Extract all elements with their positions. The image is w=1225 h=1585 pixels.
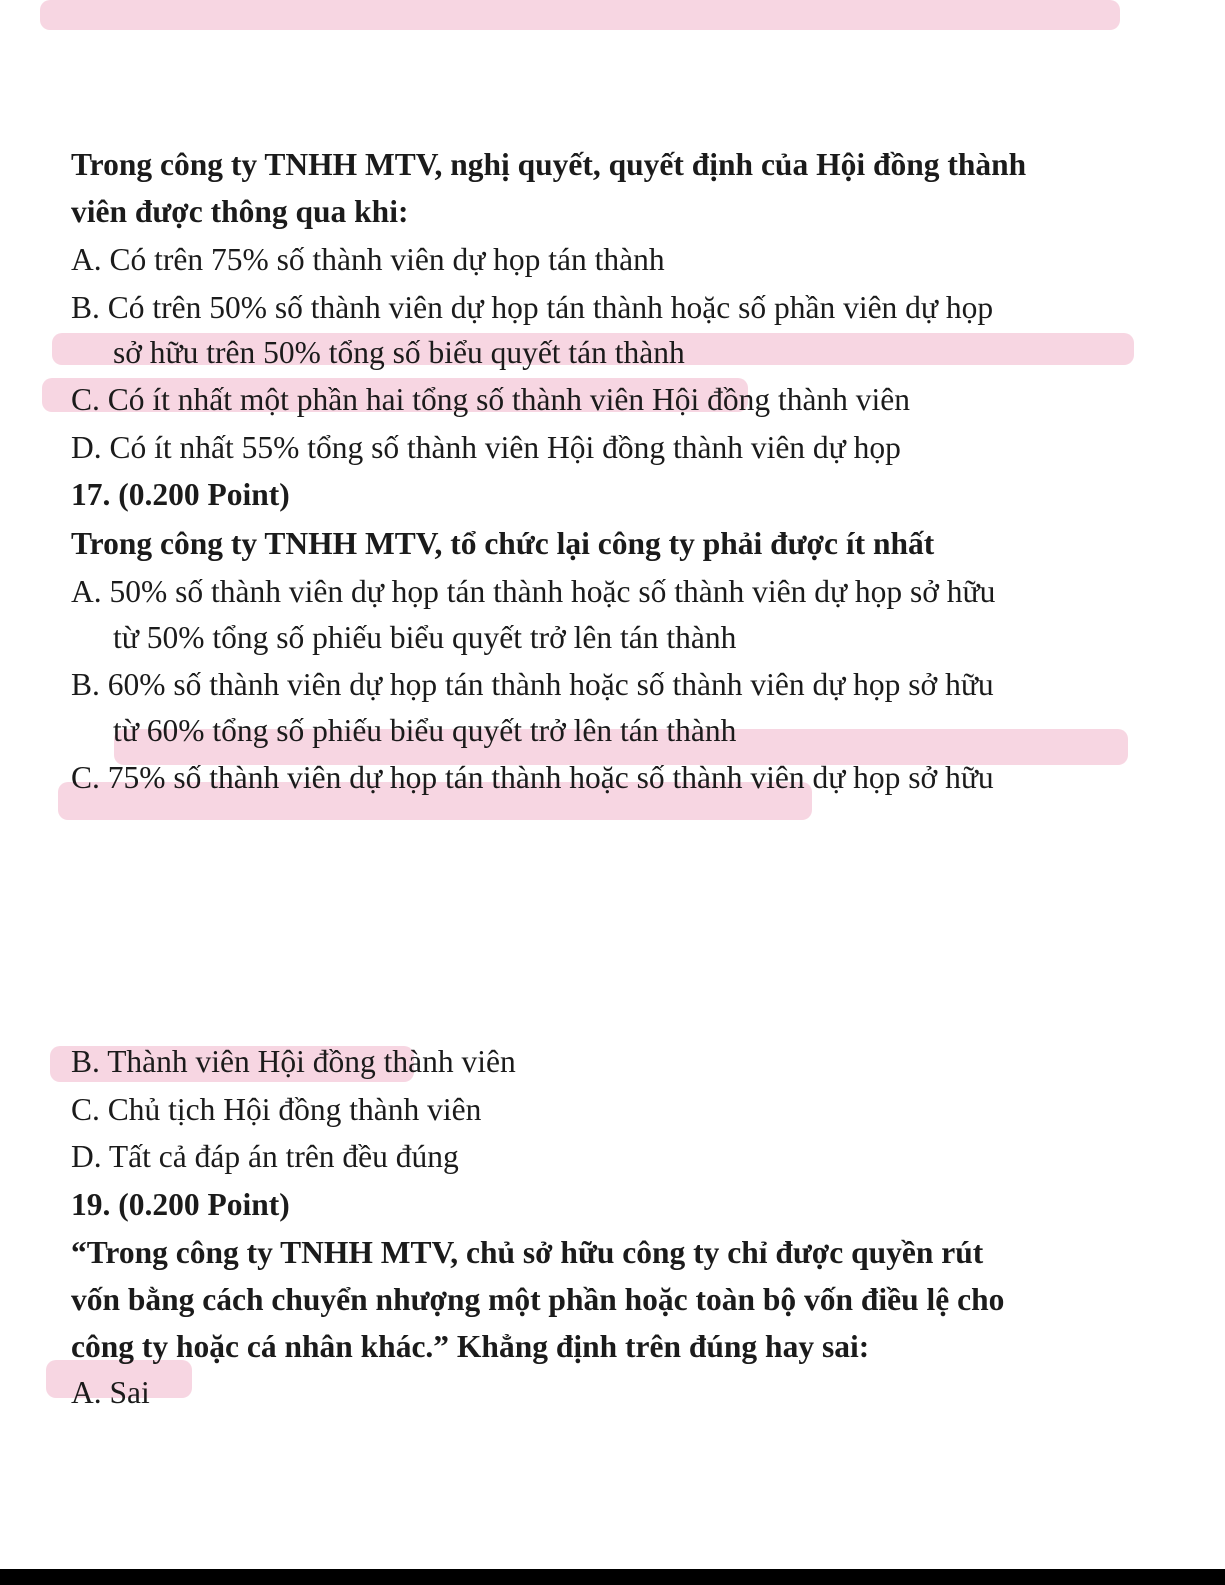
question-stem-line: Trong công ty TNHH MTV, nghị quyết, quyết định của Hội đồng thành: [71, 147, 1027, 182]
highlight-mark-top: [40, 0, 1120, 30]
question-19-stem-line: vốn bằng cách chuyển nhượng một phần hoặc toàn bộ vốn điều lệ cho: [71, 1282, 1005, 1317]
answer-option-b: B. Thành viên Hội đồng thành viên: [71, 1044, 516, 1079]
bottom-edge-bar: [0, 1569, 1225, 1585]
question-17-stem: Trong công ty TNHH MTV, tổ chức lại công ty phải được ít nhất: [71, 526, 935, 561]
question-stem-line: viên được thông qua khi:: [71, 194, 409, 229]
answer-option-c: C. Có ít nhất một phần hai tổng số thành viên Hội đồng thành viên: [71, 382, 911, 417]
answer-option-a: A. Có trên 75% số thành viên dự họp tán thành: [71, 242, 665, 277]
answer-option-d: D. Tất cả đáp án trên đều đúng: [71, 1139, 459, 1174]
answer-option-b-continued: từ 60% tổng số phiếu biểu quyết trở lên tán thành: [113, 713, 737, 748]
answer-option-c: C. 75% số thành viên dự họp tán thành hoặc số thành viên dự họp sở hữu: [71, 760, 994, 795]
answer-option-a: A. 50% số thành viên dự họp tán thành hoặc số thành viên dự họp sở hữu: [71, 574, 996, 609]
answer-option-b: B. 60% số thành viên dự họp tán thành hoặc số thành viên dự họp sở hữu: [71, 667, 994, 702]
answer-option-b: B. Có trên 50% số thành viên dự họp tán thành hoặc số phần viên dự họp: [71, 290, 994, 325]
answer-option-c: C. Chủ tịch Hội đồng thành viên: [71, 1092, 482, 1127]
answer-option-d: D. Có ít nhất 55% tổng số thành viên Hội đồng thành viên dự họp: [71, 430, 901, 465]
question-19-header: 19. (0.200 Point): [71, 1187, 290, 1222]
answer-option-b-continued: sở hữu trên 50% tổng số biểu quyết tán thành: [113, 335, 685, 370]
answer-option-a-continued: từ 50% tổng số phiếu biểu quyết trở lên tán thành: [113, 620, 737, 655]
answer-option-a: A. Sai: [71, 1375, 150, 1410]
question-19-stem-line: công ty hoặc cá nhân khác.” Khẳng định trên đúng hay sai:: [71, 1329, 870, 1364]
question-17-header: 17. (0.200 Point): [71, 477, 290, 512]
question-19-stem-line: “Trong công ty TNHH MTV, chủ sở hữu công ty chỉ được quyền rút: [71, 1235, 984, 1270]
